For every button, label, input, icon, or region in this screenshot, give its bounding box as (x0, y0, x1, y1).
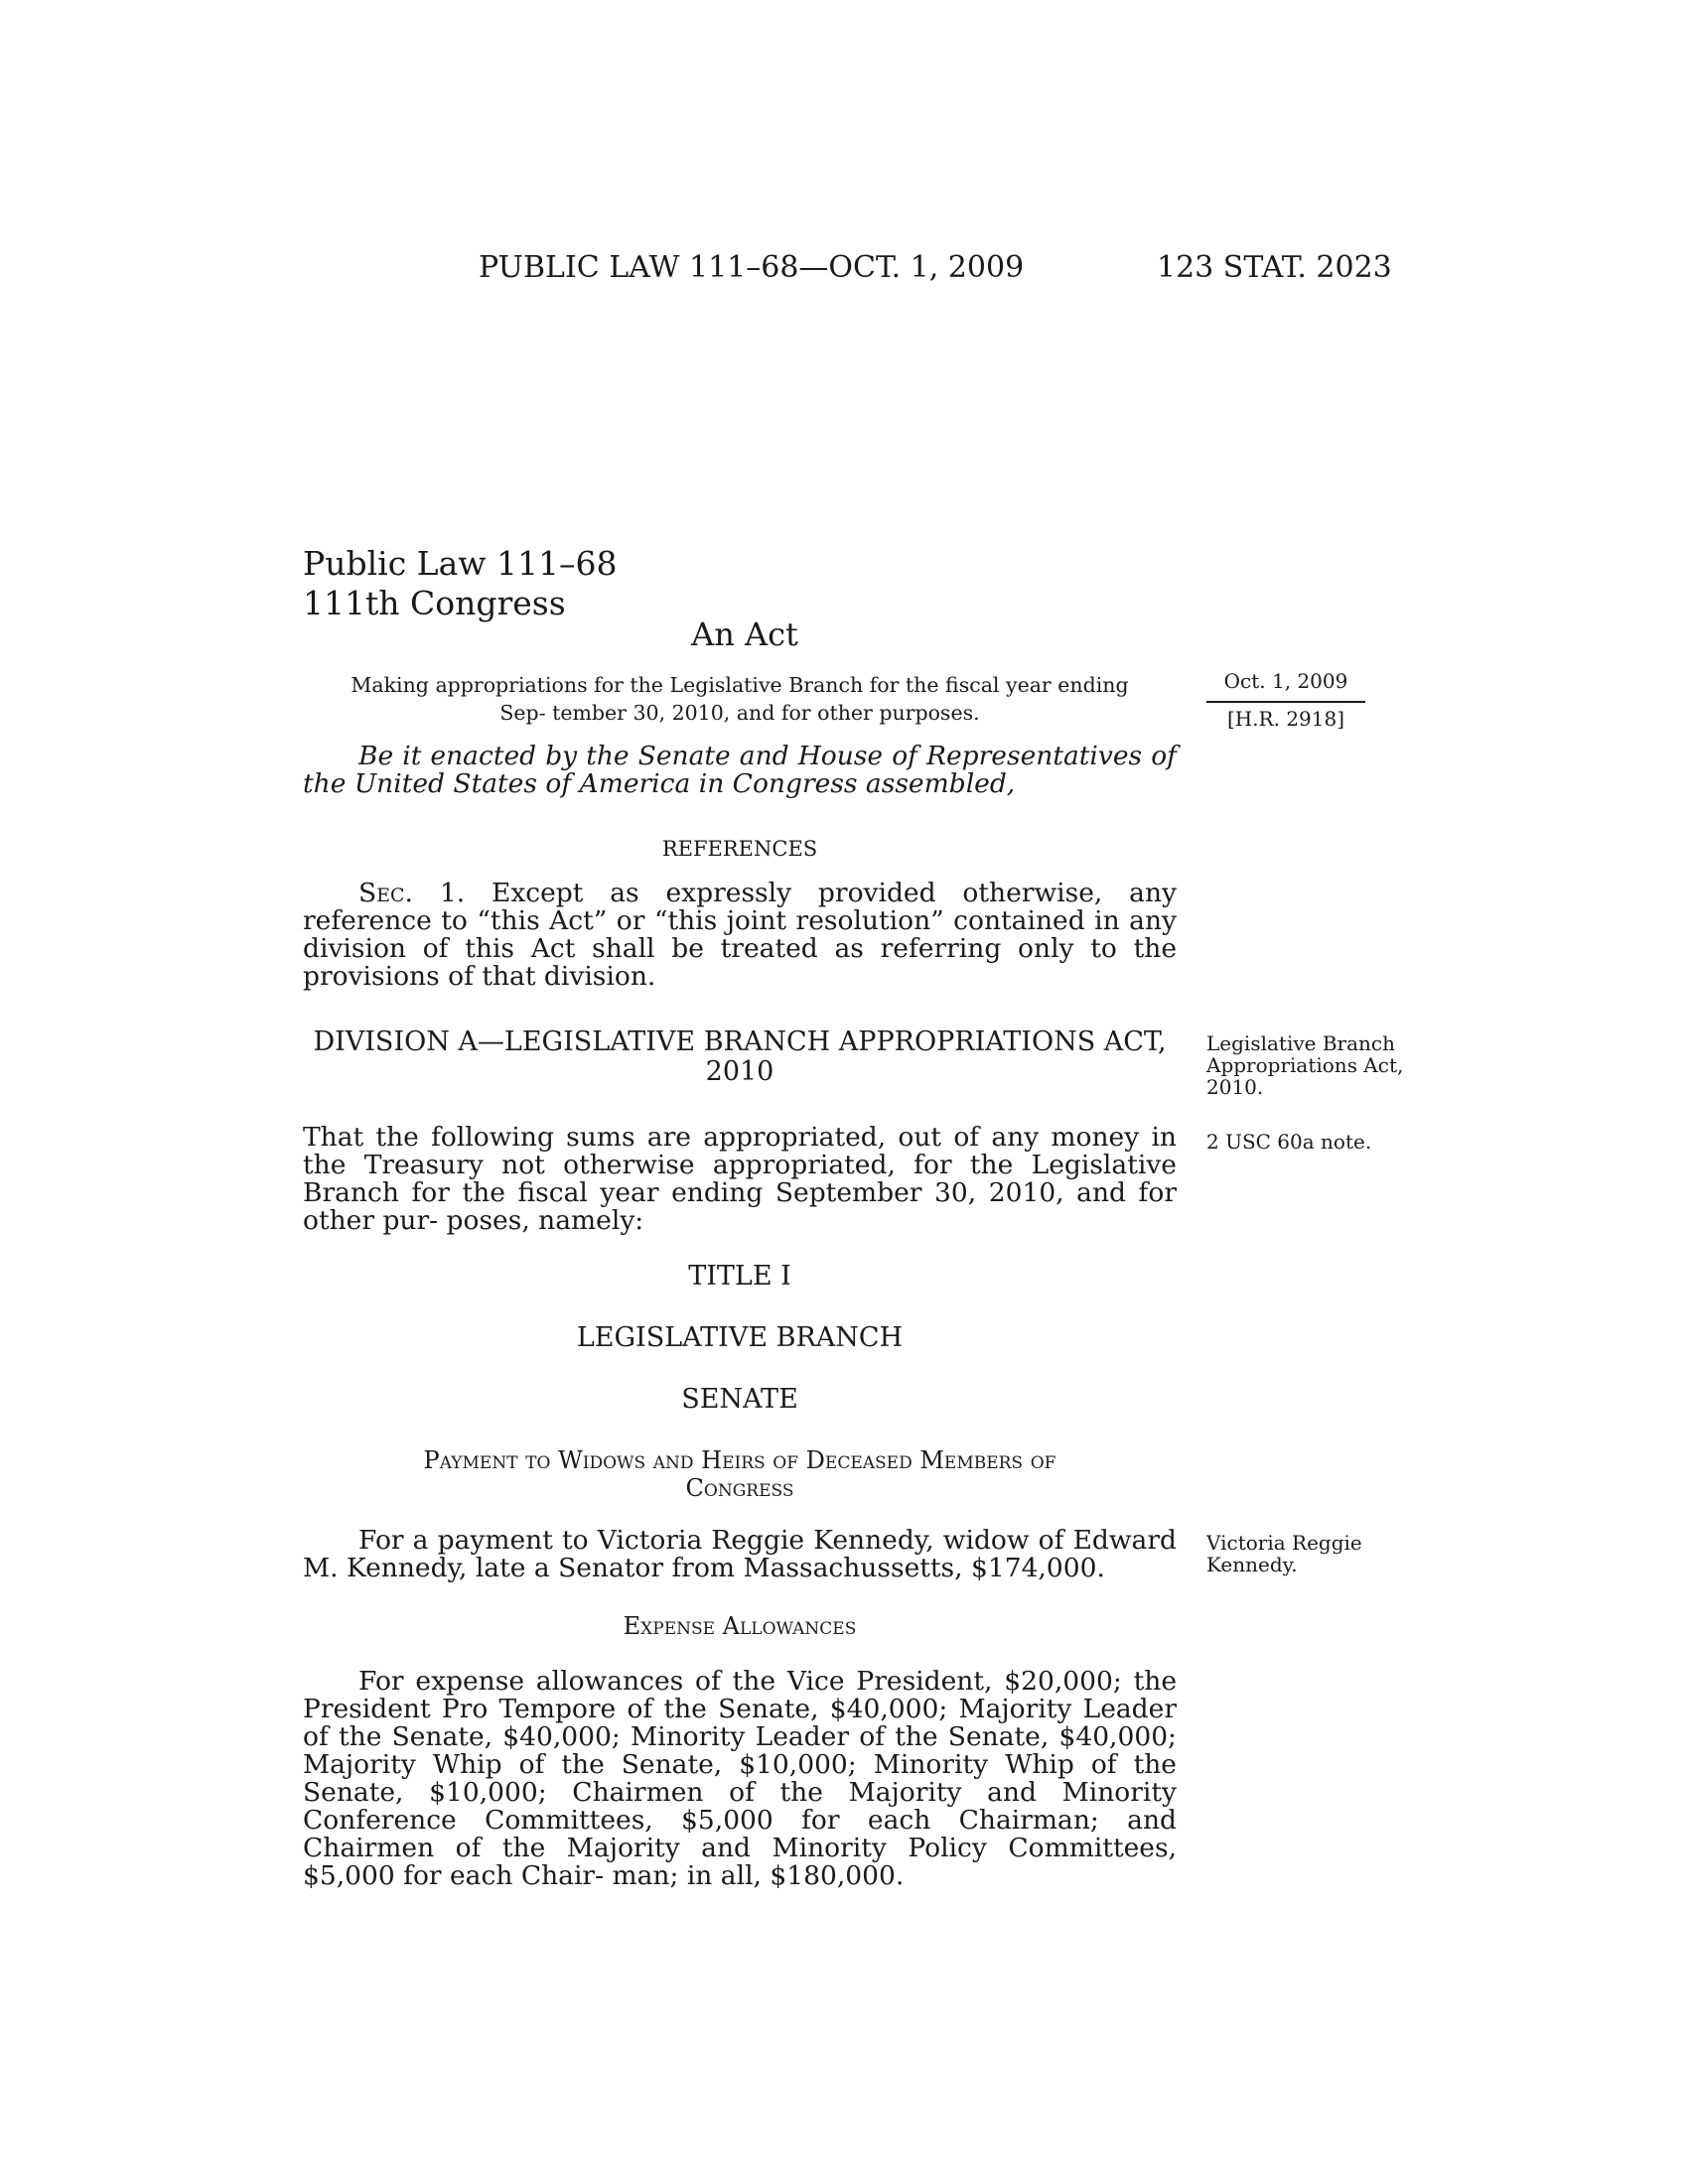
branch-heading: LEGISLATIVE BRANCH (576, 1322, 904, 1353)
enacting-clause-text: Be it enacted by the Senate and House of Representatives of the United States of America in Congress assembled, (303, 741, 1177, 799)
division-intro: That the following sums are appropriated, out of any money in the Treasury not otherwise appropriated, for the Legislative Branch for the fiscal year ending September 30, 2010, and for other pur- poses, namely: (303, 1122, 1177, 1236)
enacting-clause (303, 743, 1177, 798)
senate-heading: SENATE (681, 1384, 798, 1415)
division-heading (303, 1027, 1177, 1087)
widows-text: For a payment to Victoria Reggie Kennedy, widow of Edward M. Kennedy, late a Senator from Massachussetts, $174,000. (303, 1525, 1177, 1583)
title-heading: TITLE I (688, 1261, 791, 1292)
division-margin-note: Legislative Branch Appropriations Act, 2010. (1206, 1031, 1404, 1099)
enactment-date: Oct. 1, 2009 (1223, 669, 1348, 693)
kennedy-margin-note: Victoria Reggie Kennedy. (1206, 1531, 1362, 1576)
references-section (303, 880, 1177, 991)
widows-heading (303, 1446, 1177, 1502)
expense-text: For expense allowances of the Vice President, $20,000; the President Pro Tempore of the Senate, $40,000; Majority Leader of the Senate, $40,000; Minority Leader of the Senate, $40,000; Majority Whip of the Senate, $10,000; Minority Whip of the Senate, $10,000; Chairmen of the Majority and Minority Conference Committees, $5,000 for each Chairman; and Chairmen of the Majority and Minority Policy Committees, $5,000 for each Chair- man; in all, $180,000. (303, 1666, 1177, 1891)
law-identification (303, 544, 617, 623)
usc-margin-note: 2 USC 60a note. (1206, 1130, 1372, 1154)
act-title: An Act (691, 615, 798, 653)
congress-number: 111th Congress (303, 584, 566, 622)
references-heading: REFERENCES (661, 837, 818, 861)
sidebar-divider (1206, 701, 1365, 703)
division-heading-line1: DIVISION A—LEGISLATIVE BRANCH APPROPRIATIONS ACT, (313, 1026, 1167, 1057)
bill-number: [H.R. 2918] (1226, 707, 1345, 731)
running-header-title: PUBLIC LAW 111–68—OCT. 1, 2009 (479, 250, 1025, 285)
widows-heading-line2: Congress (685, 1474, 794, 1502)
section-label: Sec. 1. (358, 878, 466, 908)
act-purpose: Making appropriations for the Legislative Branch for the fiscal year ending Sep- tember 30, 2010, and for other purposes. (351, 673, 1129, 725)
law-number: Public Law 111–68 (303, 544, 618, 583)
running-header-stat: 123 STAT. 2023 (1157, 250, 1392, 285)
references-text: Except as expressly provided otherwise, any reference to “this Act” or “this joint resolution” contained in any division of this Act shall be treated as referring only to the provisions of that division. (303, 878, 1177, 992)
widows-heading-line1: Payment to Widows and Heirs of Deceased Members of (423, 1446, 1056, 1474)
expense-heading: Expense Allowances (623, 1612, 857, 1640)
division-heading-line2: 2010 (705, 1056, 774, 1087)
